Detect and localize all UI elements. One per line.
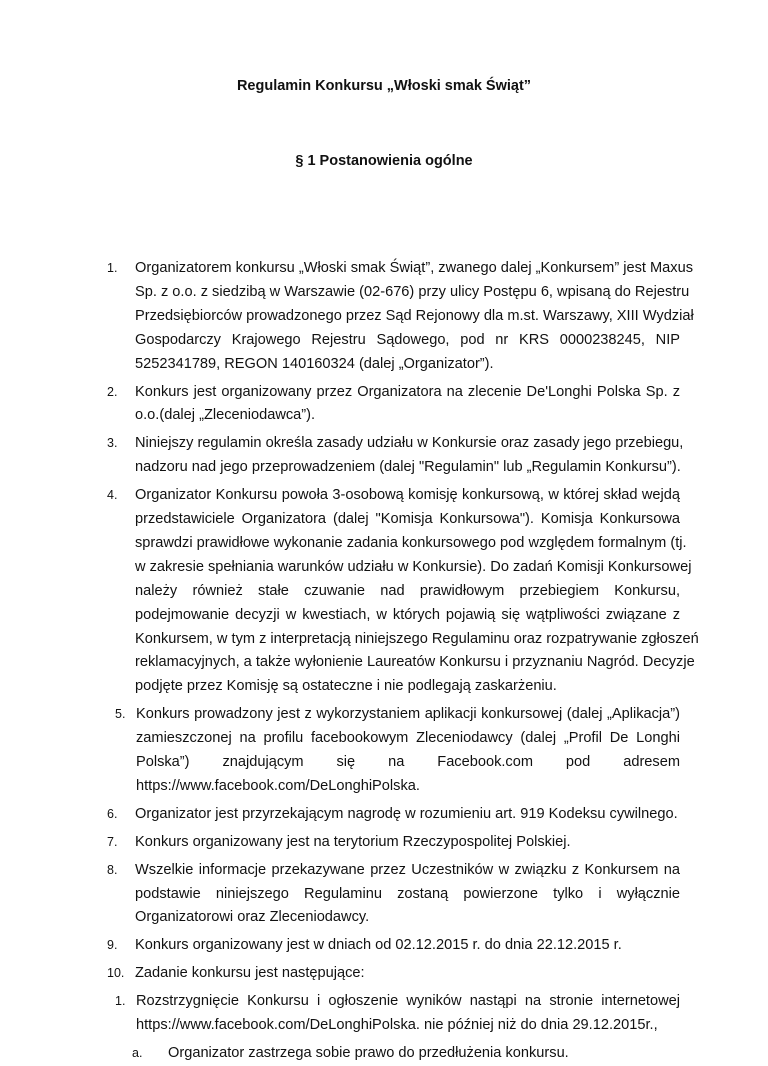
- item-line: reklamacyjnych, a także wyłonienie Laureatów Konkursu i przyznaniu Nagród. Decyzje: [135, 654, 695, 671]
- item-number: 1.: [115, 994, 126, 1009]
- item-line: Przedsiębiorców prowadzonego przez Sąd Rejonowy dla m.st. Warszawy, XIII Wydział: [135, 307, 694, 324]
- item-line: podstawie niniejszego Regulaminu zostaną powierzone tylko i wyłącznie: [135, 885, 680, 902]
- item-number: 5.: [115, 707, 126, 722]
- item-line: Organizator jest przyrzekającym nagrodę w rozumieniu art. 919 Kodeksu cywilnego.: [135, 805, 678, 822]
- item-line: https://www.facebook.com/DeLonghiPolska. nie później niż do dnia 29.12.2015r.,: [136, 1017, 658, 1033]
- item-number: 9.: [107, 938, 118, 953]
- item-line: podejmowanie decyzji w kwestiach, w których pojawią się wątpliwości związane z: [135, 606, 680, 623]
- list-item: [108, 859, 680, 931]
- list-item: [108, 803, 680, 827]
- section-heading: § 1 Postanowienia ogólne: [295, 153, 473, 169]
- item-line: przedstawiciele Organizatora (dalej "Komisja Konkursowa"). Komisja Konkursowa: [135, 511, 680, 527]
- item-line: Rozstrzygnięcie Konkursu i ogłoszenie wyników nastąpi na stronie internetowej: [136, 993, 680, 1010]
- item-line: Konkurs jest organizowany przez Organizatora na zlecenie De'Longhi Polska Sp. z: [135, 383, 680, 400]
- item-line: Organizatorowi oraz Zleceniodawcy.: [135, 909, 370, 926]
- item-number: 2.: [107, 384, 118, 399]
- item-line: Organizatorem konkursu „Włoski smak Świąt”, zwanego dalej „Konkursem” jest Maxus: [135, 260, 693, 276]
- item-line: w zakresie spełniania warunków udziału w Konkursie). Do zadań Komisji Konkursowej: [135, 558, 692, 575]
- item-number: 8.: [107, 862, 118, 877]
- item-line: Organizator Konkursu powoła 3-osobową komisję konkursową, w której skład wejdą: [135, 487, 680, 504]
- item-line: nadzoru nad jego przeprowadzeniem (dalej "Regulamin" lub „Regulamin Konkursu”).: [135, 459, 681, 476]
- list-item: [132, 1042, 680, 1066]
- item-line: Konkurs organizowany jest w dniach od 02.12.2015 r. do dnia 22.12.2015 r.: [135, 937, 622, 954]
- item-line: 5252341789, REGON 140160324 (dalej „Organizator”).: [135, 355, 494, 372]
- item-line: Organizator zastrzega sobie prawo do przedłużenia konkursu.: [168, 1044, 569, 1061]
- list-item: [108, 934, 680, 958]
- item-line: Zadanie konkursu jest następujące:: [135, 965, 365, 982]
- item-line: Wszelkie informacje przekazywane przez Uczestników w związku z Konkursem na: [135, 861, 680, 878]
- item-line: o.o.(dalej „Zleceniodawca”).: [135, 407, 316, 424]
- document-title: Regulamin Konkursu „Włoski smak Świąt”: [236, 78, 532, 94]
- item-line: Konkurs prowadzony jest z wykorzystaniem aplikacji konkursowej (dalej „Aplikacja”): [136, 706, 680, 723]
- item-line: Konkursem, w tym z interpretacją niniejszego Regulaminu oraz rozpatrywanie zgłoszeń: [135, 630, 699, 647]
- list-item: [107, 432, 684, 480]
- item-line: sprawdzi prawidłowe wykonanie zadania konkursowego pod względem formalnym (tj.: [135, 534, 687, 551]
- item-line: należy również stałe czuwanie nad prawidłowym przebiegiem Konkursu,: [135, 582, 680, 599]
- item-line: https://www.facebook.com/DeLonghiPolska.: [136, 777, 420, 794]
- item-number: 10.: [107, 966, 125, 981]
- list-item: [108, 831, 680, 855]
- item-number: 4.: [107, 488, 118, 503]
- list-item: [107, 257, 694, 377]
- item-line: Konkurs organizowany jest na terytorium Rzeczypospolitej Polskiej.: [135, 833, 571, 850]
- list-item: [108, 962, 680, 986]
- item-number: 7.: [107, 834, 118, 849]
- item-line: Polska”) znajdującym się na Facebook.com pod adresem: [136, 754, 680, 770]
- item-line: Sp. z o.o. z siedzibą w Warszawie (02-676) przy ulicy Postępu 6, wpisaną do Rejestru: [135, 283, 690, 300]
- item-line: zamieszczonej na profilu facebookowym Zleceniodawcy (dalej „Profil De Longhi: [136, 730, 680, 747]
- item-line: Gospodarczy Krajowego Rejestru Sądowego, pod nr KRS 0000238245, NIP: [135, 331, 680, 348]
- list-item: [116, 703, 680, 799]
- item-number: 3.: [107, 436, 118, 451]
- item-line: podjęte przez Komisję są ostateczne i nie podlegają zaskarżeniu.: [135, 678, 557, 695]
- list-item: [108, 381, 680, 429]
- item-number: 1.: [107, 261, 118, 275]
- list-item: [116, 990, 680, 1038]
- item-line: Niniejszy regulamin określa zasady udziału w Konkursie oraz zasady jego przebiegu,: [135, 435, 684, 452]
- list-item: [107, 484, 699, 699]
- item-number: 6.: [107, 806, 118, 821]
- item-number: a.: [132, 1045, 143, 1060]
